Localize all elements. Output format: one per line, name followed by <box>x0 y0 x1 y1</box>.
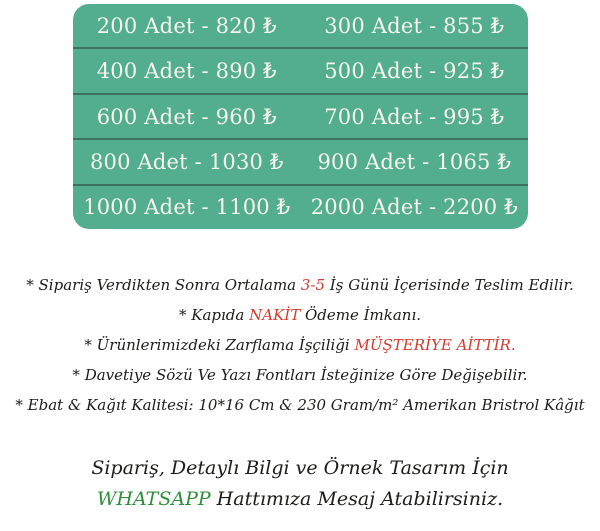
pricing-table-row <box>73 93 528 138</box>
footer-line-1: Sipariş, Detaylı Bilgi ve Örnek Tasarım İçin <box>91 457 509 479</box>
pricing-table-row <box>73 138 528 183</box>
note-text: * Ürünlerimizdeki Zarflama İşçiliği <box>84 336 355 354</box>
note-delivery-time <box>0 270 600 300</box>
note-text: * Kapıda <box>178 306 250 324</box>
note-cash-on-delivery <box>0 300 600 330</box>
price-cell: 500 Adet - 925 ₺ <box>324 59 505 84</box>
note-paper-quality <box>0 390 600 420</box>
footer-line-2 <box>0 484 600 515</box>
price-cell: 600 Adet - 960 ₺ <box>96 104 277 129</box>
note-highlight-text: MÜŞTERİYE AİTTİR. <box>354 336 516 354</box>
whatsapp-label: WHATSAPP <box>96 488 211 510</box>
footer-text: Hattımıza Mesaj Atabilirsiniz. <box>210 488 504 510</box>
notes-section <box>0 270 600 420</box>
pricing-table-row <box>73 184 528 229</box>
footer-contact-message <box>0 453 600 515</box>
price-cell: 800 Adet - 1030 ₺ <box>89 149 284 174</box>
pricing-table <box>73 4 528 229</box>
note-text: * Davetiye Sözü Ve Yazı Fontları İsteğinize Göre Değişebilir. <box>72 366 528 384</box>
price-cell: 200 Adet - 820 ₺ <box>96 13 277 38</box>
price-cell: 300 Adet - 855 ₺ <box>324 13 505 38</box>
price-cell: 400 Adet - 890 ₺ <box>96 59 277 84</box>
price-cell: 1000 Adet - 1100 ₺ <box>83 195 291 220</box>
note-text: Ödeme İmkanı. <box>300 306 422 324</box>
price-cell: 900 Adet - 1065 ₺ <box>317 149 512 174</box>
note-text: * Sipariş Verdikten Sonra Ortalama <box>26 276 301 294</box>
note-envelope-labor <box>0 330 600 360</box>
price-cell: 700 Adet - 995 ₺ <box>324 104 505 129</box>
note-highlight-text: NAKİT <box>249 306 301 324</box>
note-customization <box>0 360 600 390</box>
note-highlight-text: 3-5 <box>300 276 326 294</box>
note-text: İş Günü İçerisinde Teslim Edilir. <box>325 276 574 294</box>
pricing-table-row <box>73 4 528 47</box>
note-text: * Ebat & Kağıt Kalitesi: 10*16 Cm & 230 Gram/m² Amerikan Bristrol Kâğıt <box>15 396 585 414</box>
price-cell: 2000 Adet - 2200 ₺ <box>310 195 518 220</box>
pricing-table-row <box>73 47 528 92</box>
